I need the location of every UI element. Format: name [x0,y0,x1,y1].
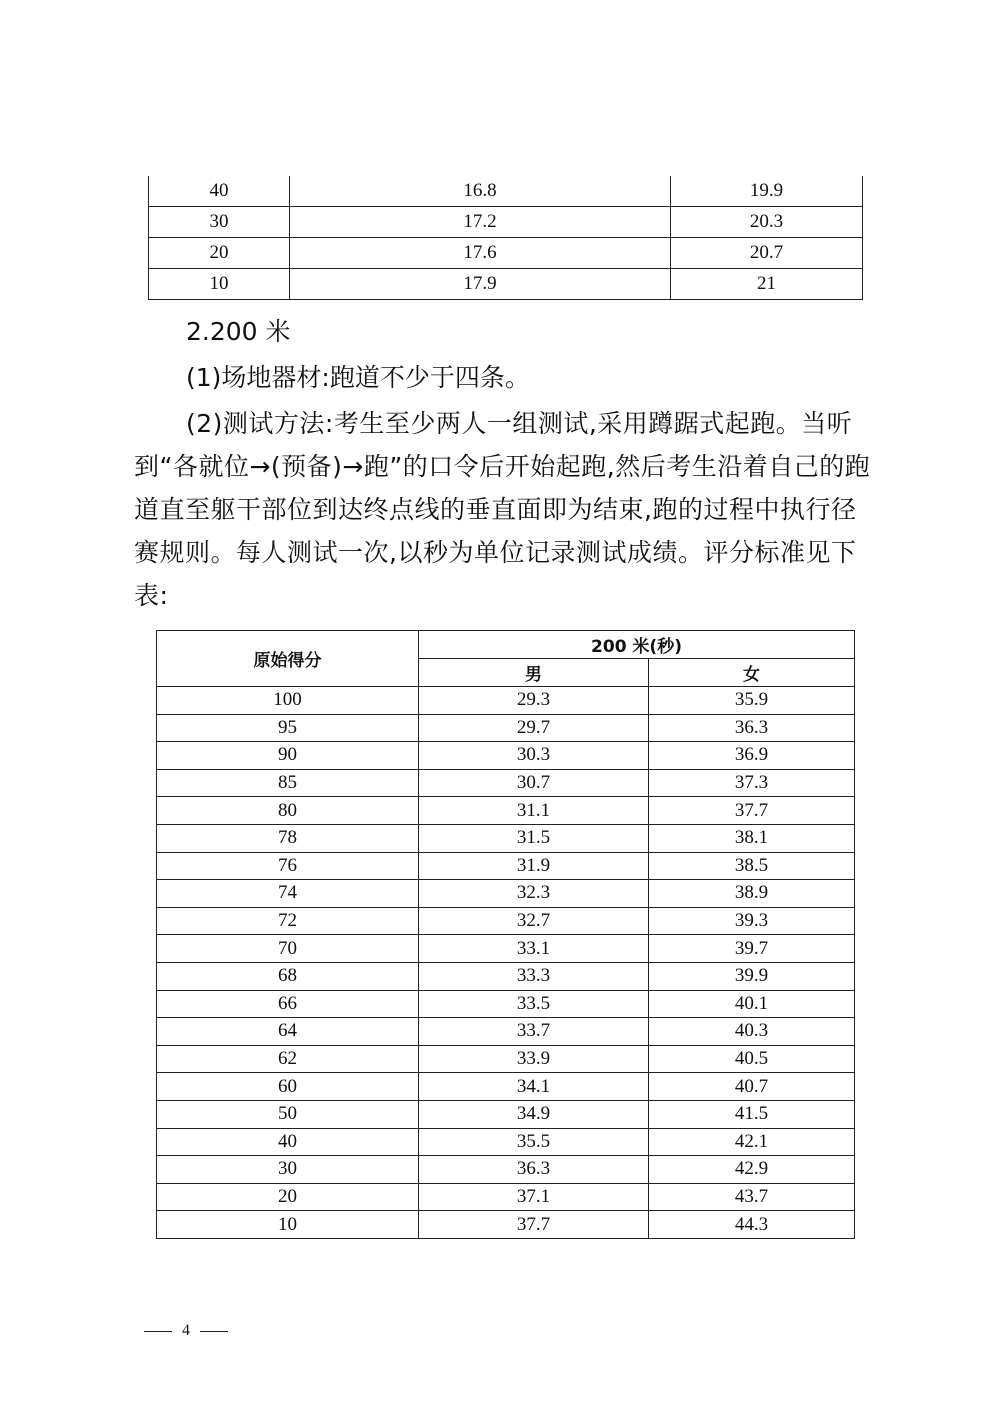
female-cell: 37.3 [649,769,855,797]
female-cell: 39.9 [649,962,855,990]
male-cell: 37.1 [419,1183,649,1211]
table-row [157,990,855,1018]
table-row [157,797,855,825]
female-cell: 38.1 [649,824,855,852]
female-cell: 39.7 [649,935,855,963]
method-paragraph: (2)测试方法:考生至少两人一组测试,采用蹲踞式起跑。当听到“各就位→(预备)→跑”的口令后开始起跑,然后考生沿着自己的跑道直至躯干部位到达终点线的垂直面即为结束,跑的过程中执行径赛规则。每人测试一次,以秒为单位记录测试成绩。评分标准见下表: [134,409,871,610]
male-cell: 29.3 [419,687,649,715]
female-cell: 21 [671,269,863,300]
score-cell: 90 [157,742,419,770]
male-cell: 30.3 [419,742,649,770]
female-cell: 38.9 [649,880,855,908]
score-cell: 100 [157,687,419,715]
male-cell: 17.2 [290,207,671,238]
table-row [149,176,863,207]
score-cell: 20 [149,238,290,269]
male-cell: 34.1 [419,1073,649,1101]
male-cell: 33.9 [419,1045,649,1073]
table-row [157,742,855,770]
table-row [157,1211,855,1239]
section-heading: 2.200 米 [186,317,291,346]
score-cell: 76 [157,852,419,880]
score-cell: 72 [157,907,419,935]
table-row [157,880,855,908]
male-cell: 35.5 [419,1128,649,1156]
score-cell: 20 [157,1183,419,1211]
female-cell: 37.7 [649,797,855,825]
score-cell: 60 [157,1073,419,1101]
score-cell: 85 [157,769,419,797]
score-cell: 64 [157,1018,419,1046]
table-row [157,1128,855,1156]
table-row [149,269,863,300]
score-cell: 95 [157,714,419,742]
score-cell: 78 [157,824,419,852]
table-row [157,824,855,852]
female-cell: 43.7 [649,1183,855,1211]
table-row [157,852,855,880]
equipment-paragraph: (1)场地器材:跑道不少于四条。 [186,363,530,392]
footer-dash-right [200,1331,228,1332]
table-row [157,907,855,935]
score-cell: 30 [149,207,290,238]
page-number: 4 [182,1322,190,1339]
table-row [157,962,855,990]
score-table [156,630,855,1239]
male-cell: 32.3 [419,880,649,908]
male-cell: 17.9 [290,269,671,300]
score-cell: 74 [157,880,419,908]
male-cell: 33.5 [419,990,649,1018]
table-row [157,935,855,963]
page-footer [134,1322,238,1340]
male-cell: 32.7 [419,907,649,935]
score-cell: 40 [157,1128,419,1156]
score-cell: 50 [157,1100,419,1128]
male-cell: 33.3 [419,962,649,990]
table-row [157,769,855,797]
male-cell: 37.7 [419,1211,649,1239]
male-cell: 34.9 [419,1100,649,1128]
table-row [157,1183,855,1211]
score-cell: 68 [157,962,419,990]
score-table-body [157,687,855,1239]
male-cell: 36.3 [419,1156,649,1184]
female-cell: 40.3 [649,1018,855,1046]
header-female: 女 [649,659,855,687]
footer-dash-left [144,1331,172,1332]
male-cell: 29.7 [419,714,649,742]
female-cell: 40.5 [649,1045,855,1073]
score-cell: 70 [157,935,419,963]
table-row [149,238,863,269]
female-cell: 19.9 [671,176,863,207]
continued-score-table [148,176,863,300]
female-cell: 36.9 [649,742,855,770]
header-event: 200 米(秒) [419,631,855,659]
score-cell: 62 [157,1045,419,1073]
score-cell: 30 [157,1156,419,1184]
continued-score-table-body [149,176,863,300]
score-cell: 80 [157,797,419,825]
female-cell: 39.3 [649,907,855,935]
header-score: 原始得分 [157,631,419,687]
female-cell: 40.7 [649,1073,855,1101]
table-row [149,207,863,238]
header-male: 男 [419,659,649,687]
female-cell: 36.3 [649,714,855,742]
female-cell: 42.9 [649,1156,855,1184]
male-cell: 33.1 [419,935,649,963]
score-cell: 10 [157,1211,419,1239]
table-row [157,687,855,715]
male-cell: 31.1 [419,797,649,825]
score-cell: 10 [149,269,290,300]
female-cell: 20.3 [671,207,863,238]
table-row [157,1018,855,1046]
male-cell: 31.5 [419,824,649,852]
table-row [157,714,855,742]
male-cell: 16.8 [290,176,671,207]
female-cell: 41.5 [649,1100,855,1128]
score-cell: 40 [149,176,290,207]
male-cell: 30.7 [419,769,649,797]
female-cell: 38.5 [649,852,855,880]
female-cell: 20.7 [671,238,863,269]
male-cell: 17.6 [290,238,671,269]
female-cell: 35.9 [649,687,855,715]
female-cell: 40.1 [649,990,855,1018]
score-cell: 66 [157,990,419,1018]
male-cell: 31.9 [419,852,649,880]
female-cell: 42.1 [649,1128,855,1156]
table-row [157,1156,855,1184]
table-row [157,1045,855,1073]
female-cell: 44.3 [649,1211,855,1239]
table-row [157,1100,855,1128]
table-row [157,1073,855,1101]
male-cell: 33.7 [419,1018,649,1046]
